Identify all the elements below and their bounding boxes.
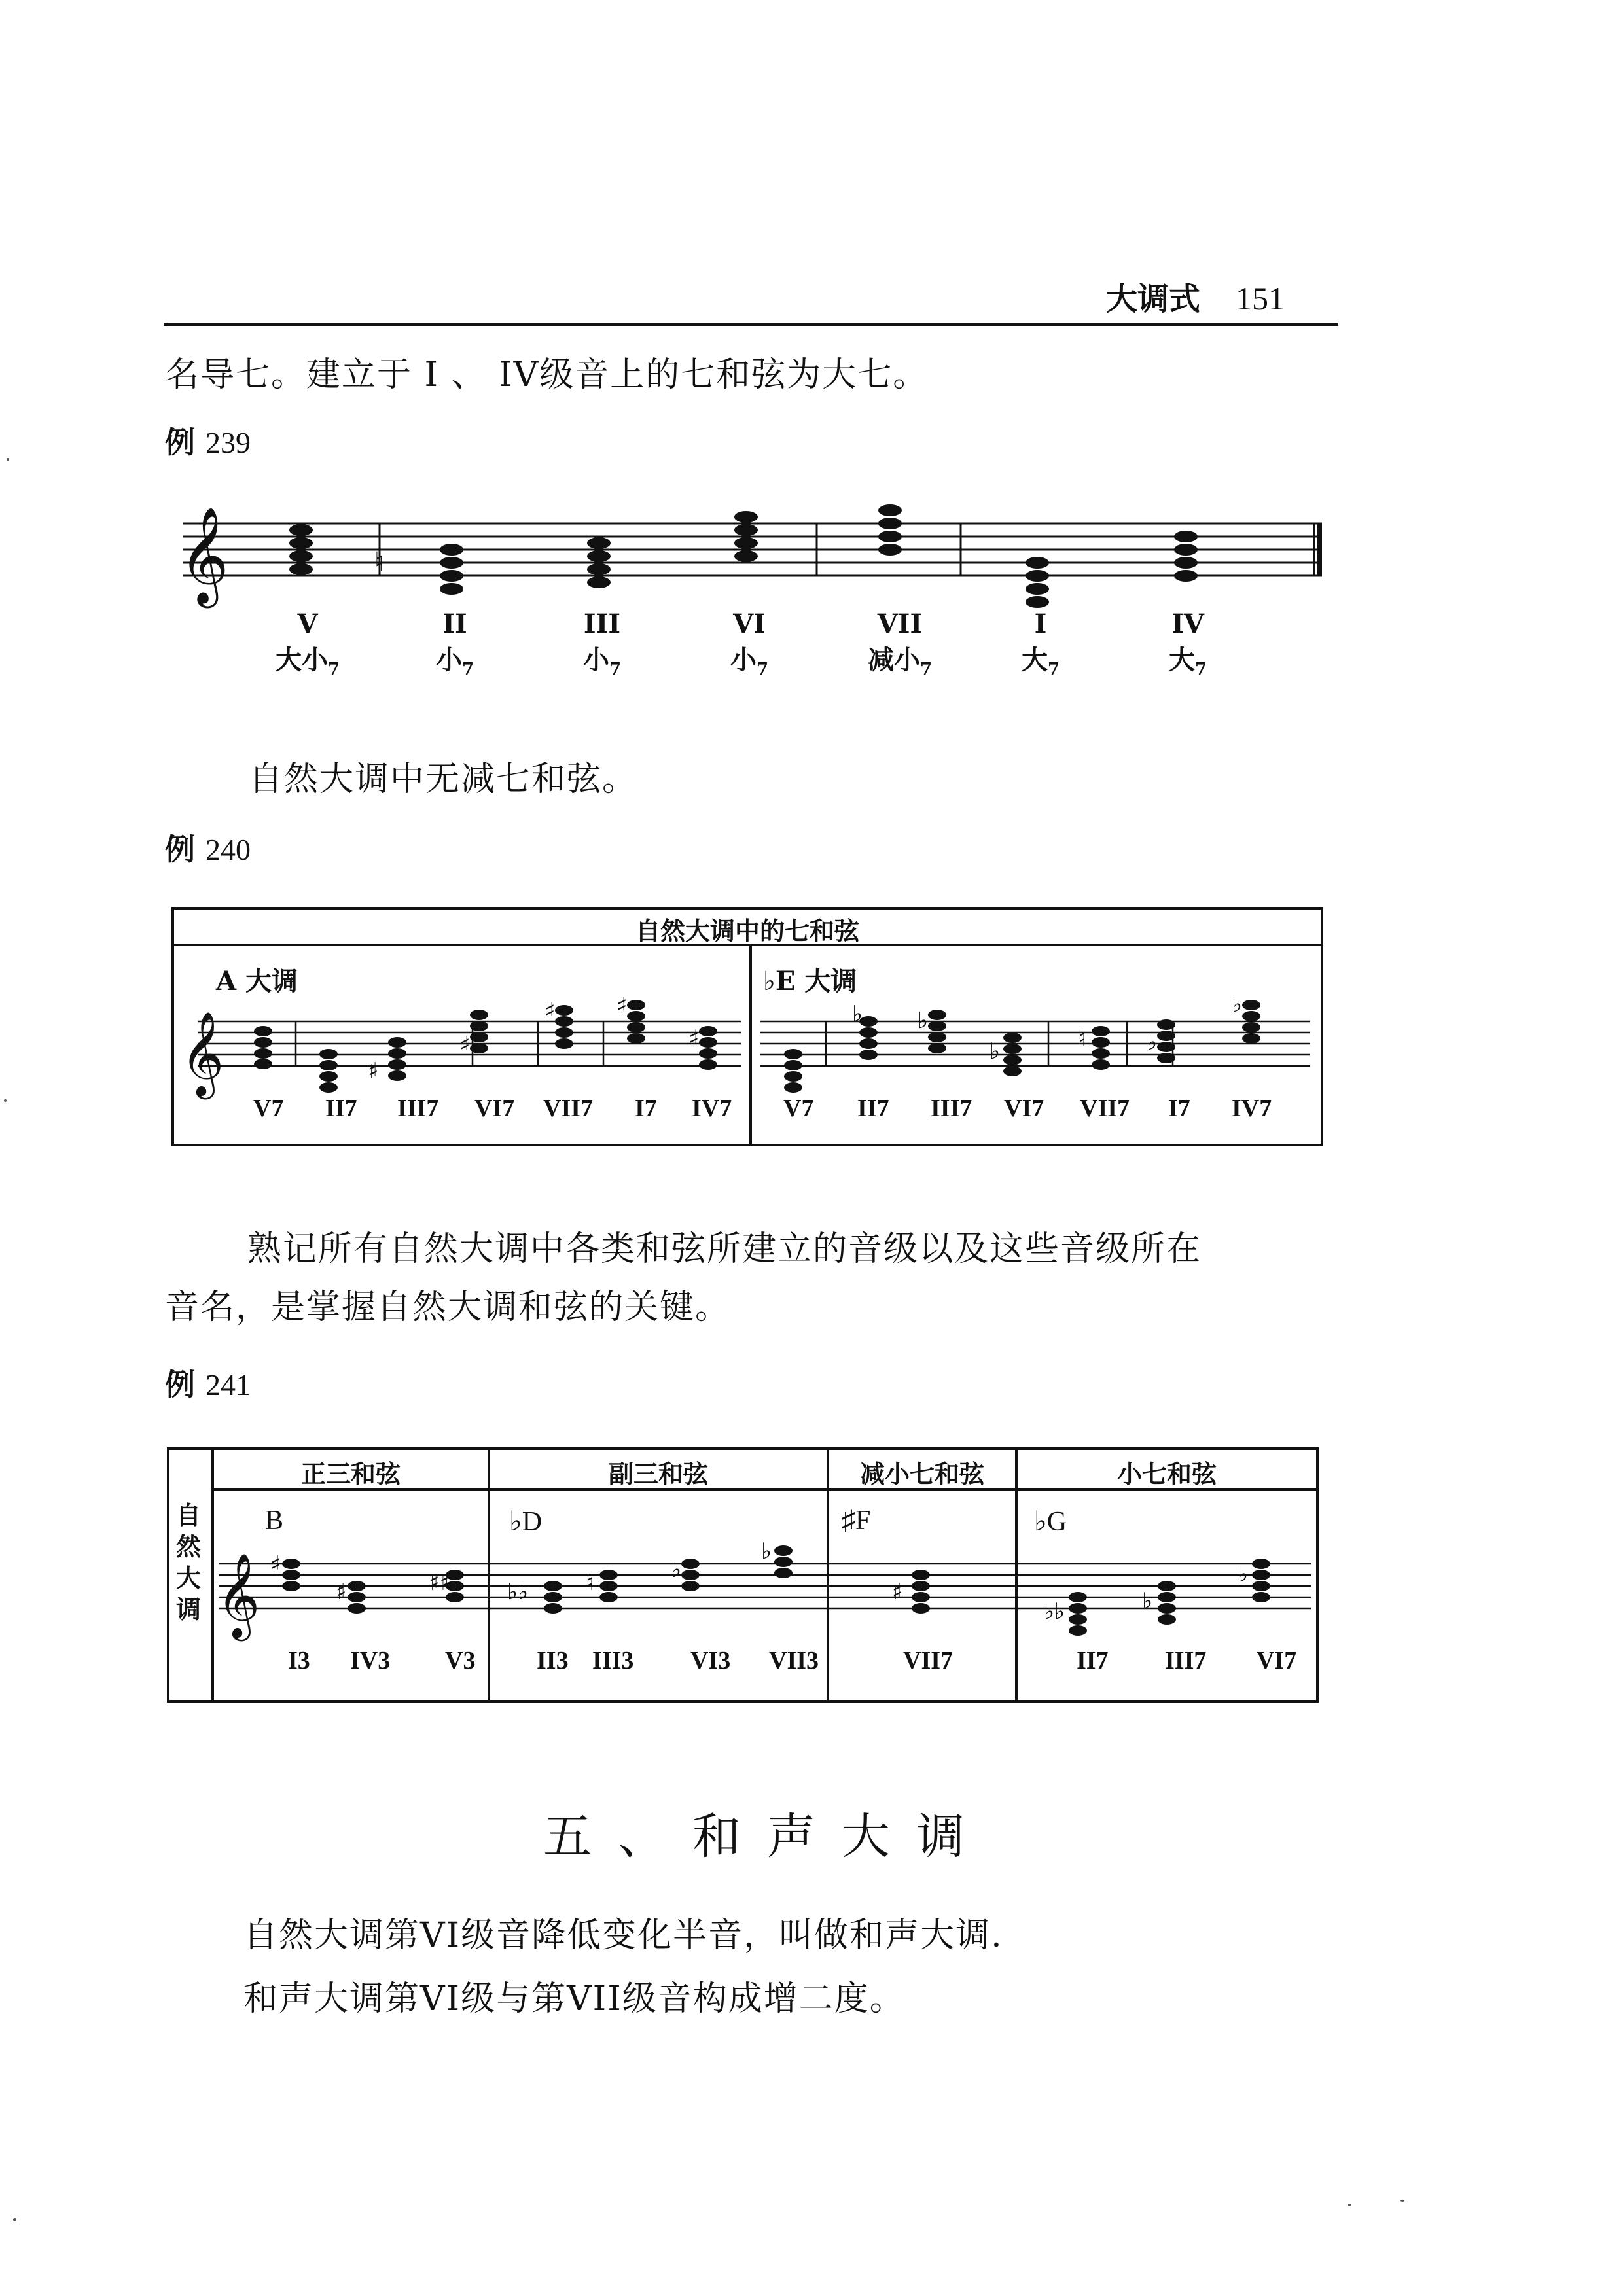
example-241-column-header: 减小七和弦 <box>859 1459 984 1489</box>
svg-text:♯: ♯ <box>459 1032 471 1058</box>
svg-text:♭: ♭ <box>1147 1029 1158 1055</box>
example-239-labels <box>262 609 1335 687</box>
svg-text:♭: ♭ <box>1232 991 1243 1017</box>
example-239-label <box>165 419 251 462</box>
body-paragraph-3-line-1: 熟记所有自然大调中各类和弦所建立的音级以及这些音级所在 <box>247 1229 1202 1269</box>
chord-label: V 大小$_7$ <box>275 609 340 679</box>
svg-text:♮: ♮ <box>586 1570 594 1596</box>
chord-label: I 大$_7$ <box>1021 609 1060 679</box>
example-number: 239 <box>205 426 251 459</box>
svg-text:♯: ♯ <box>544 998 556 1024</box>
example-241-column-header: 副三和弦 <box>608 1459 708 1489</box>
svg-text:♭: ♭ <box>918 1008 929 1034</box>
scan-speck <box>1400 2200 1404 2202</box>
svg-text:♯♯: ♯♯ <box>429 1570 450 1596</box>
body-paragraph-4-line-1: 自然大调第VI级音降低变化半音，叫做和声大调. <box>243 1916 1003 1955</box>
svg-text:♯: ♯ <box>688 1025 700 1051</box>
example-241-column-header: 小七和弦 <box>1116 1459 1217 1489</box>
treble-clef-icon: 𝄞 <box>217 1553 260 1638</box>
scan-speck <box>7 458 9 461</box>
svg-text:♭: ♭ <box>852 1001 863 1027</box>
page-number: 151 <box>1236 280 1285 317</box>
example-241-degree-labels: I3 IV3 V3 II3 III3 VI3 VII3 VII7 II7 III7 VI7 <box>288 1647 1297 1674</box>
svg-text:♯: ♯ <box>368 1058 379 1084</box>
svg-text:♮: ♮ <box>1078 1025 1086 1051</box>
scan-speck <box>4 1099 7 1102</box>
header-rule <box>164 323 1338 326</box>
treble-clef-icon: 𝄞 <box>179 506 229 604</box>
body-paragraph-2: 自然大调中无减七和弦。 <box>249 760 638 799</box>
example-241-key-label: ♭G <box>1034 1507 1067 1537</box>
section-title: 五、和声大调 <box>543 1809 991 1865</box>
treble-clef-icon: 𝄞 <box>181 1011 224 1096</box>
svg-text:♭: ♭ <box>1142 1588 1153 1614</box>
example-241-row-label: 自然大调 <box>175 1500 201 1624</box>
example-241-key-label: ♯F <box>842 1506 871 1536</box>
example-241-key-label: B <box>265 1506 284 1536</box>
svg-text:♮: ♮ <box>374 547 384 577</box>
svg-text:♯: ♯ <box>336 1579 347 1605</box>
svg-text:♭: ♭ <box>1238 1561 1249 1587</box>
svg-text:♭: ♭ <box>761 1538 772 1564</box>
svg-text:♭: ♭ <box>671 1557 682 1583</box>
svg-text:♯: ♯ <box>270 1551 281 1578</box>
body-paragraph-4-line-2: 和声大调第VI级与第VII级音构成增二度。 <box>243 1979 905 2019</box>
body-paragraph-3-line-2: 音名，是掌握自然大调和弦的关键。 <box>165 1288 731 1327</box>
chord-label: IV 大$_7$ <box>1168 609 1207 679</box>
scan-speck <box>13 2218 16 2221</box>
example-241-column-header: 正三和弦 <box>300 1459 401 1489</box>
header-title: 大调式 <box>1106 281 1201 317</box>
svg-text:♭♭: ♭♭ <box>507 1579 529 1605</box>
example-240-left-key: A 大调 <box>216 966 298 997</box>
chord-label: VII 减小$_7$ <box>867 609 933 679</box>
chord-label: VI 小$_7$ <box>730 609 769 679</box>
example-label-text: 例 <box>165 425 195 460</box>
running-header <box>1106 274 1285 319</box>
example-241-label: 例 241 <box>165 1367 251 1402</box>
example-240-degree-labels: V7 II7 III7 VI7 VII7 I7 IV7 V7 II7 III7 VI7 VII7 I7 IV7 <box>253 1095 1272 1122</box>
scan-speck <box>1348 2204 1351 2206</box>
example-240-title: 自然大调中的七和弦 <box>635 916 859 945</box>
body-line-1: 名导七。建立于 I 、 IV级音上的七和弦为大七。 <box>165 355 929 395</box>
chord-label: II 小$_7$ <box>435 609 474 679</box>
example-240-right-key: ♭E 大调 <box>763 966 857 997</box>
svg-text:♭: ♭ <box>990 1038 1001 1065</box>
example-240-label: 例 240 <box>165 832 251 867</box>
svg-text:♭♭: ♭♭ <box>1044 1598 1065 1625</box>
svg-text:♯: ♯ <box>616 993 628 1019</box>
svg-text:♯: ♯ <box>892 1579 903 1605</box>
example-241-key-label: ♭D <box>509 1507 543 1537</box>
chord-label: III 小$_7$ <box>582 609 622 679</box>
